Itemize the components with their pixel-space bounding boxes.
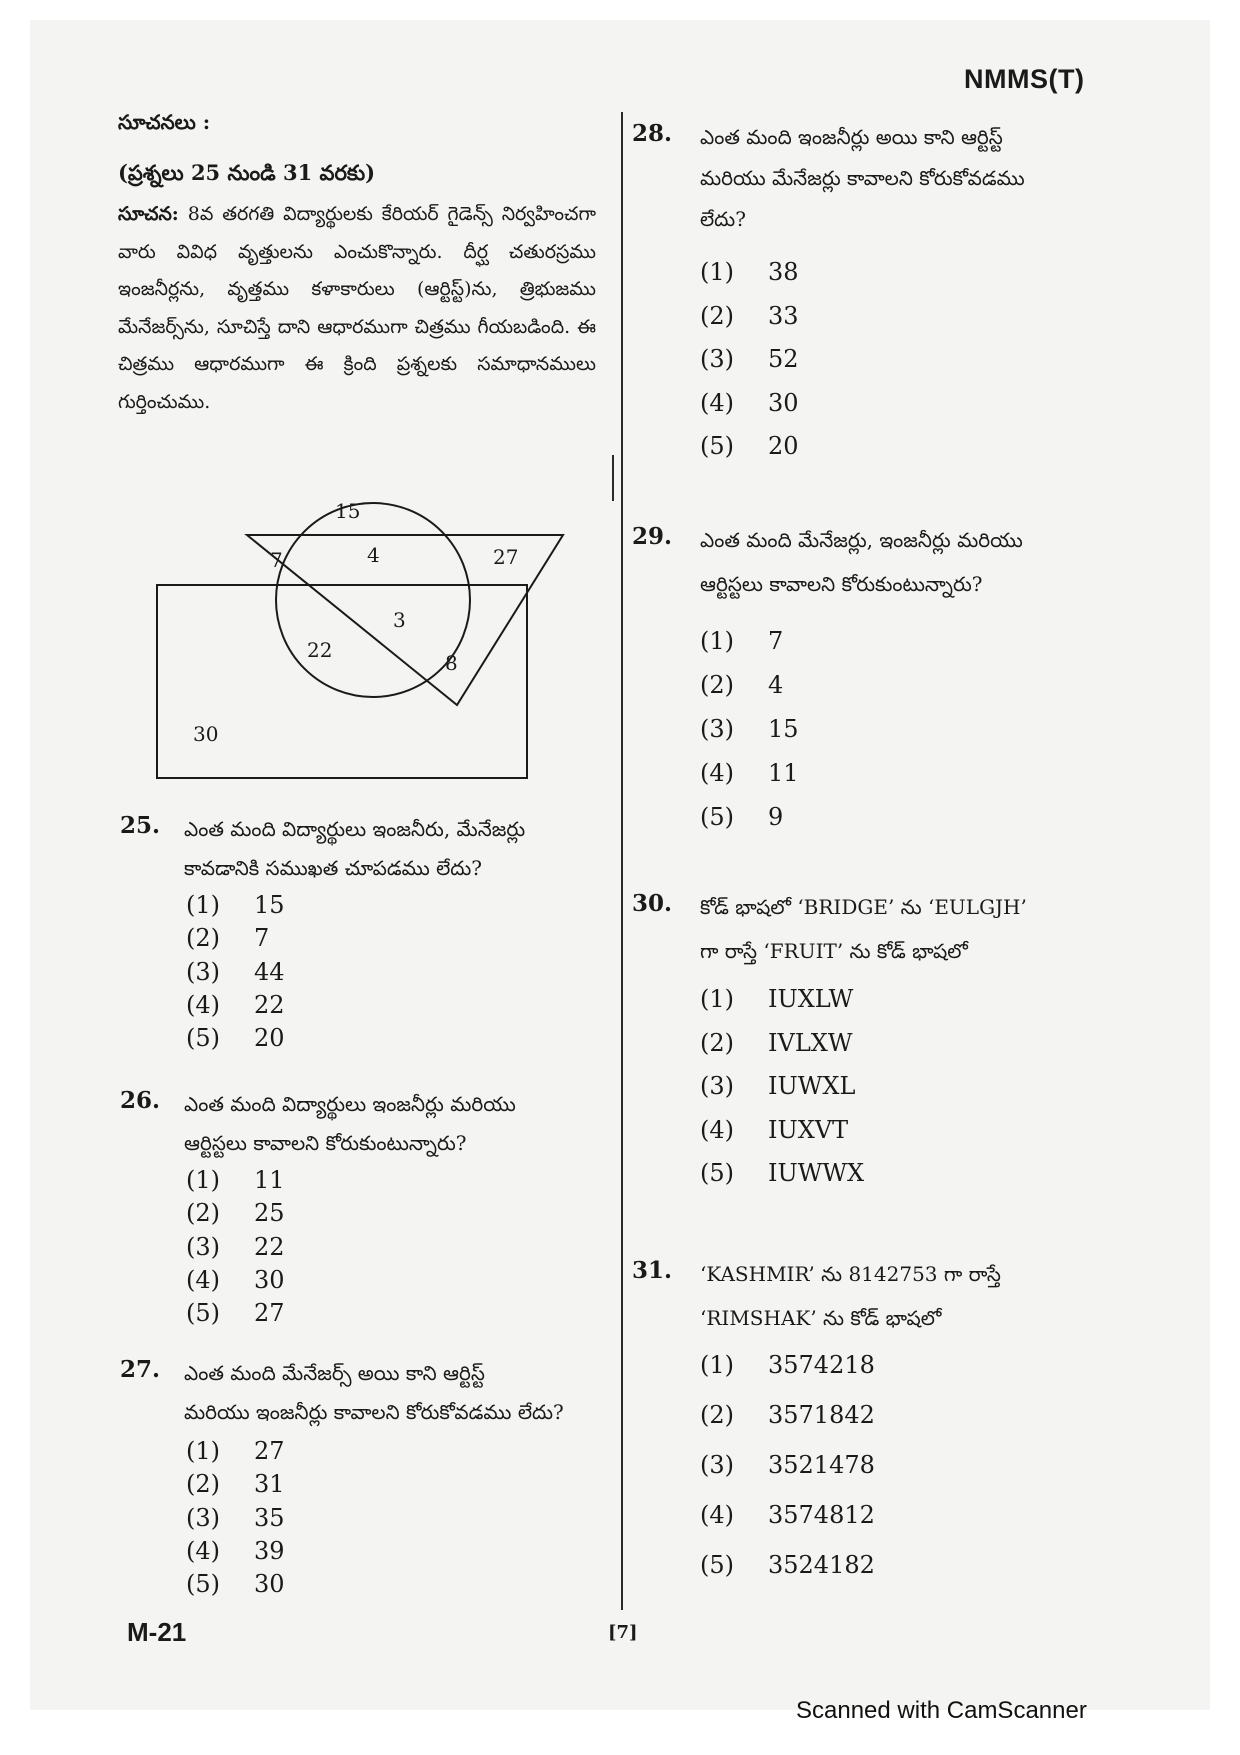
instructions-lead: సూచన: [118,203,179,225]
answer-option[interactable] [186,1470,285,1498]
question-text-line: ఎంత మంది మేనేజర్లు, ఇంజనీర్లు మరియు [700,528,1023,552]
answer-option[interactable] [186,1199,285,1227]
answer-option[interactable] [700,1116,848,1144]
question-text-line: కావడానికి సముఖత చూపడము లేదు? [184,856,483,880]
option-value: IUWXL [768,1072,856,1100]
option-value: 39 [254,1536,285,1565]
instructions-body: 8వ తరగతి విద్యార్థులకు కేరియర్ గైడెన్స్ నిర్వహించగా వారు వివిధ వృత్తులను ఎంచుకొన్నారు. దీర్ఘ చతురస్రము ఇంజనీర్లను, వృత్తము కళాకారులు (ఆర్టిస్ట్)ను, త్రిభుజము మేనేజర్స్‌ను, సూచిస్తే దాని ఆధారముగా చిత్రము గీయబడింది. ఈ చిత్రము ఆధారముగా ఈ క్రింది ప్రశ్నలకు సమాధానములు గుర్తించుము. [118,203,597,414]
question-text-line: ‘RIMSHAK’ ను కోడ్ భాషలో [700,1306,942,1330]
option-number: (2) [700,1028,734,1057]
option-number: (2) [700,1401,734,1429]
question-text-line: ‘KASHMIR’ ను 8142753 గా రాస్తే [700,1262,1001,1286]
option-value: IUXVT [768,1115,849,1144]
answer-option[interactable] [186,1537,285,1565]
option-value: 35 [254,1503,285,1532]
answer-option[interactable] [186,958,285,986]
question-number: 29. [632,523,673,550]
question-text-line: ఎంత మంది విద్యార్థులు ఇంజనీరు, మేనేజర్లు [184,817,526,841]
artists-circle [276,503,470,697]
answer-option[interactable] [700,1029,853,1057]
option-number: (3) [700,715,734,743]
question-text-line: గా రాస్తే ‘FRUIT’ ను కోడ్ భాషలో [700,939,968,963]
option-number: (3) [186,1232,220,1261]
option-value: IVLXW [768,1028,853,1057]
answer-option[interactable] [186,1504,285,1532]
instructions-label: సూచనలు : [118,110,211,134]
option-value: 27 [254,1299,285,1328]
option-number: (5) [186,1570,220,1599]
answer-option[interactable] [700,803,783,831]
answer-option[interactable] [700,389,799,417]
answer-option[interactable] [700,1351,875,1379]
answer-option[interactable] [700,432,799,460]
answer-option[interactable] [700,1159,864,1187]
question-number: 28. [632,120,673,147]
question-number: 27. [120,1356,161,1383]
answer-option[interactable] [700,302,799,330]
option-number: (1) [700,258,734,286]
question-text-line: కోడ్ భాషలో ‘BRIDGE’ ను ‘EULGJH’ [700,895,1027,919]
option-value: 3521478 [768,1451,875,1479]
answer-option[interactable] [186,924,269,952]
option-value: 52 [768,345,799,373]
answer-option[interactable] [186,1233,285,1261]
option-number: (1) [700,1351,734,1379]
option-number: (3) [700,1451,734,1479]
question-number: 26. [120,1087,161,1114]
option-value: 33 [768,301,799,330]
question-text-line: మరియు మేనేజర్లు కావాలని కోరుకోవడము [700,166,1025,190]
question-number: 25. [120,812,161,839]
option-number: (5) [186,1299,220,1328]
answer-option[interactable] [700,759,799,787]
option-value: 31 [254,1470,285,1499]
answer-option[interactable] [186,991,285,1019]
option-value: 44 [254,957,285,986]
option-number: (1) [700,627,734,655]
region-label: 4 [367,543,380,567]
option-value: 15 [768,715,799,743]
region-label: 30 [193,722,219,746]
question-text-line: ఎంత మంది విద్యార్థులు ఇంజనీర్లు మరియు [184,1092,516,1116]
option-value: 3574812 [768,1501,875,1529]
answer-option[interactable] [186,1166,285,1194]
option-number: (1) [186,891,220,919]
option-number: (2) [700,671,734,699]
question-text-line: ఎంత మంది ఇంజనీర్లు అయి కాని ఆర్టిస్ట్ [700,125,1003,149]
region-label: 7 [270,548,283,572]
option-value: 15 [254,891,285,919]
question-text-line: లేదు? [700,207,746,231]
option-number: (3) [186,957,220,986]
option-number: (4) [700,388,734,417]
instructions-range: (ప్రశ్నలు 25 నుండి 31 వరకు) [118,160,376,185]
option-number: (5) [700,1159,734,1187]
region-label: 8 [445,651,458,675]
answer-option[interactable] [700,345,799,373]
option-number: (3) [700,345,734,373]
option-value: 27 [254,1437,285,1465]
option-value: 11 [254,1166,285,1194]
question-text-line: ఎంత మంది మేనేజర్స్ అయి కాని ఆర్టిస్ట్ [184,1361,485,1385]
option-value: 22 [254,1232,285,1261]
question-number: 31. [632,1257,673,1284]
answer-option[interactable] [700,258,799,286]
region-label: 3 [393,608,406,632]
option-number: (1) [186,1437,220,1465]
option-value: 3524182 [768,1551,875,1579]
option-value: 11 [768,759,799,787]
answer-option[interactable] [186,1437,285,1465]
answer-option[interactable] [700,1501,875,1529]
answer-option[interactable] [700,1551,875,1579]
page-number: [7] [608,1622,638,1643]
region-label: 22 [307,638,333,662]
answer-option[interactable] [700,627,783,655]
option-value: 30 [254,1265,285,1294]
option-value: 22 [254,990,285,1019]
option-number: (4) [186,1536,220,1565]
option-number: (2) [700,301,734,330]
answer-option[interactable] [700,1072,855,1100]
question-text-line: ఆర్టిస్టలు కావాలని కోరుకుంటున్నారు? [184,1131,467,1155]
answer-option[interactable] [186,1024,285,1052]
option-value: 4 [768,671,784,699]
option-number: (5) [700,803,734,831]
option-number: (4) [700,759,734,787]
option-number: (1) [700,985,734,1013]
question-number: 30. [632,890,673,917]
instructions-text [118,196,596,422]
answer-option[interactable] [700,1401,875,1429]
option-value: 3574218 [768,1351,875,1379]
answer-option[interactable] [700,985,853,1013]
scanner-watermark: Scanned with CamScanner [796,1697,1087,1724]
venn-diagram [155,490,575,790]
answer-option[interactable] [186,891,285,919]
option-value: 30 [768,388,799,417]
option-number: (3) [700,1072,734,1100]
answer-option[interactable] [700,671,783,699]
option-number: (4) [186,1265,220,1294]
option-number: (2) [186,924,220,953]
option-number: (5) [700,1551,734,1579]
option-value: 20 [254,1024,285,1053]
option-number: (4) [700,1115,734,1144]
option-value: IUWWX [768,1159,865,1187]
option-number: (4) [186,990,220,1019]
option-value: 7 [254,924,270,953]
option-number: (5) [700,432,734,460]
option-value: 7 [768,627,784,655]
option-number: (5) [186,1024,220,1053]
question-text-line: ఆర్టిస్టలు కావాలని కోరుకుంటున్నారు? [700,572,983,596]
option-number: (1) [186,1166,220,1194]
option-number: (2) [186,1470,220,1499]
option-value: 3571842 [768,1401,875,1429]
region-label: 27 [493,545,519,569]
answer-option[interactable] [700,1451,875,1479]
answer-option[interactable] [186,1266,285,1294]
option-value: 30 [254,1570,285,1599]
divider-mark [612,455,614,501]
answer-option[interactable] [186,1570,285,1598]
answer-option[interactable] [700,715,799,743]
option-number: (4) [700,1501,734,1529]
region-label: 15 [335,499,361,523]
option-value: 20 [768,432,799,460]
option-number: (3) [186,1503,220,1532]
answer-option[interactable] [186,1299,285,1327]
option-value: 38 [768,258,799,286]
question-text-line: మరియు ఇంజనీర్లు కావాలని కోరుకోవడము లేదు? [184,1400,564,1424]
option-number: (2) [186,1199,220,1228]
exam-code: NMMS(T) [964,64,1085,94]
option-value: IUXLW [768,985,854,1013]
option-value: 9 [768,803,784,831]
booklet-code: M-21 [127,1617,187,1647]
option-value: 25 [254,1199,285,1228]
column-divider [621,112,623,1610]
